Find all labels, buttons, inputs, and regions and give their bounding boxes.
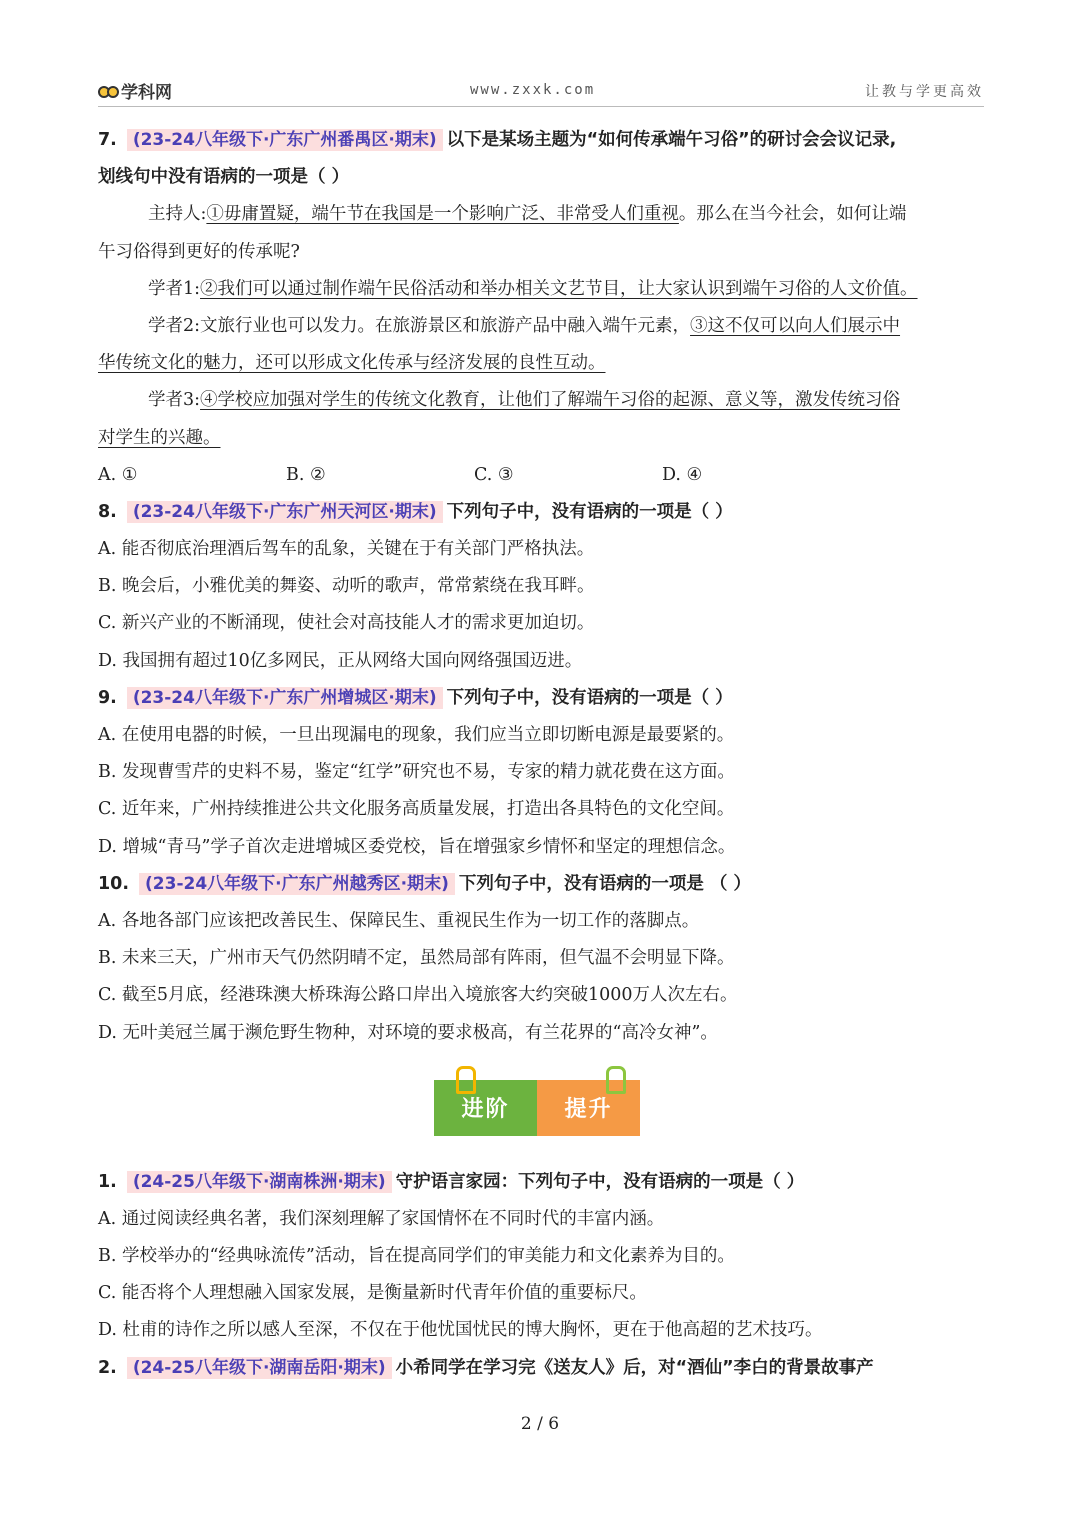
section-banner — [434, 1080, 640, 1136]
option-b[interactable]: B. 晚会后，小雅优美的舞姿、动听的歌声，常常萦绕在我耳畔。 — [98, 576, 595, 597]
advanced-question-1-header: 1. (24-25八年级下·湖南株洲·期末) 守护语言家园：下列句子中，没有语病的一项是（ ） — [98, 1171, 805, 1192]
question-stem: 划线句中没有语病的一项是（ ） — [98, 167, 350, 188]
option-d[interactable]: D. 我国拥有超过10亿多网民，正从网络大国向网络强国迈进。 — [98, 650, 583, 671]
option-b[interactable]: B. 发现曹雪芹的史料不易，鉴定“红学”研究也不易，专家的精力就花费在这方面。 — [98, 762, 735, 783]
question-source-tag: (24-25八年级下·湖南株洲·期末) — [127, 1171, 392, 1193]
option-c[interactable]: C. 新兴产业的不断涌现，使社会对高技能人才的需求更加迫切。 — [98, 613, 595, 634]
option-b[interactable]: B. ② — [286, 464, 326, 485]
option-c[interactable]: C. ③ — [474, 464, 514, 485]
question-source-tag: (23-24八年级下·广东广州番禺区·期末) — [127, 129, 443, 151]
host-line-cont: 午习俗得到更好的传承呢? — [98, 241, 300, 262]
option-c[interactable]: C. 能否将个人理想融入国家发展，是衡量新时代青年价值的重要标尺。 — [98, 1283, 647, 1304]
logo — [98, 78, 172, 103]
option-a[interactable]: A. 通过阅读经典名著，我们深刻理解了家国情怀在不同时代的丰富内涵。 — [98, 1208, 665, 1229]
site-url: www.zxxk.com — [470, 82, 596, 98]
question-source-tag: (23-24八年级下·广东广州增城区·期末) — [127, 687, 443, 709]
option-b[interactable]: B. 未来三天，广州市天气仍然阴晴不定，虽然局部有阵雨，但气温不会明显下降。 — [98, 948, 735, 969]
underlined-sentence-3: ③这不仅可以向人们展示中 — [690, 315, 901, 336]
question-10-header: 10. (23-24八年级下·广东广州越秀区·期末) 下列句子中，没有语病的一项是 （ ） — [98, 873, 752, 894]
option-d[interactable]: D. 增城“青马”学子首次走进增城区委党校，旨在增强家乡情怀和坚定的理想信念。 — [98, 836, 736, 857]
page-header — [98, 76, 984, 107]
option-a[interactable]: A. 能否彻底治理酒后驾车的乱象，关键在于有关部门严格执法。 — [98, 539, 595, 560]
option-b[interactable]: B. 学校举办的“经典咏流传”活动，旨在提高同学们的审美能力和文化素养为目的。 — [98, 1246, 735, 1267]
question-stem: 以下是某场主题为“如何传承端午习俗”的研讨会会议记录, — [446, 130, 897, 150]
question-stem: 下列句子中，没有语病的一项是（ ） — [446, 501, 733, 522]
option-a[interactable]: A. 各地各部门应该把改善民生、保障民生、重视民生作为一切工作的落脚点。 — [98, 910, 700, 931]
option-a[interactable]: A. 在使用电器的时候，一旦出现漏电的现象，我们应当立即切断电源是最要紧的。 — [98, 725, 735, 745]
page-number: 2 / 6 — [520, 1414, 560, 1434]
clip-icon — [456, 1066, 476, 1094]
option-d[interactable]: D. 杜甫的诗作之所以感人至深，不仅在于他忧国忧民的博大胸怀，更在于他高超的艺术技巧。 — [98, 1320, 823, 1341]
clip-icon — [606, 1066, 626, 1094]
underlined-sentence-1: ①毋庸置疑，端午节在我国是一个影响广泛、非常受人们重视 — [206, 204, 679, 225]
option-a[interactable]: A. ① — [98, 464, 138, 485]
document-body — [98, 122, 984, 1387]
logo-text: 学科网 — [121, 83, 172, 103]
option-c[interactable]: C. 近年来，广州持续推进公共文化服务高质量发展，打造出各具特色的文化空间。 — [98, 799, 735, 820]
question-stem: 下列句子中，没有语病的一项是（ ） — [446, 687, 733, 708]
banner-left: 进阶 — [434, 1080, 537, 1136]
logo-icon — [98, 83, 118, 99]
advanced-question-2-header: 2. (24-25八年级下·湖南岳阳·期末) 小希同学在学习完《送友人》后，对“酒仙”李白的背景故事产 — [98, 1357, 874, 1378]
host-line: 主持人:①毋庸置疑，端午节在我国是一个影响广泛、非常受人们重视。那么在当今社会，如何让端 — [148, 204, 907, 225]
question-source-tag: (24-25八年级下·湖南岳阳·期末) — [127, 1357, 392, 1379]
question-source-tag: (23-24八年级下·广东广州越秀区·期末) — [139, 873, 455, 895]
scholar-3-line: 学者3:④学校应加强对学生的传统文化教育，让他们了解端午习俗的起源、意义等，激发传统习俗 — [148, 390, 901, 411]
question-stem: 守护语言家园：下列句子中，没有语病的一项是（ ） — [395, 1171, 805, 1192]
slogan: 让教与学更高效 — [865, 84, 984, 100]
section-banner-area — [98, 1052, 984, 1164]
scholar-1-line: 学者1:②我们可以通过制作端午民俗活动和举办相关文艺节目，让大家认识到端午习俗的人文价值。 — [148, 278, 918, 299]
question-source-tag: (23-24八年级下·广东广州天河区·期末) — [127, 501, 443, 523]
question-7-options — [98, 457, 984, 494]
scholar-2-line: 学者2:文旅行业也可以发力。在旅游景区和旅游产品中融入端午元素，③这不仅可以向人们展示中 — [148, 315, 901, 336]
underlined-sentence-2: ②我们可以通过制作端午民俗活动和举办相关文艺节目，让大家认识到端午习俗的人文价值。 — [200, 278, 918, 299]
question-9-header: 9. (23-24八年级下·广东广州增城区·期末) 下列句子中，没有语病的一项是（ ） — [98, 687, 733, 708]
question-7-header: 7. (23-24八年级下·广东广州番禺区·期末) 以下是某场主题为“如何传承端午习俗”的研讨会会议记录, — [98, 130, 897, 150]
question-stem: 下列句子中，没有语病的一项是 （ ） — [458, 873, 752, 894]
scholar-3-line-cont: 对学生的兴趣。 — [98, 427, 221, 448]
option-d[interactable]: D. ④ — [662, 464, 703, 485]
question-stem: 小希同学在学习完《送友人》后，对“酒仙”李白的背景故事产 — [395, 1357, 874, 1378]
underlined-sentence-4: ④学校应加强对学生的传统文化教育，让他们了解端午习俗的起源、意义等，激发传统习俗 — [200, 390, 901, 411]
question-8-header: 8. (23-24八年级下·广东广州天河区·期末) 下列句子中，没有语病的一项是（ ） — [98, 501, 733, 522]
option-d[interactable]: D. 无叶美冠兰属于濒危野生物种，对环境的要求极高，有兰花界的“高冷女神”。 — [98, 1022, 718, 1043]
option-c[interactable]: C. 截至5月底，经港珠澳大桥珠海公路口岸出入境旅客大约突破1000万人次左右。 — [98, 985, 738, 1006]
scholar-2-line-cont: 华传统文化的魅力，还可以形成文化传承与经济发展的良性互动。 — [98, 353, 606, 374]
banner-right: 提升 — [537, 1080, 640, 1136]
